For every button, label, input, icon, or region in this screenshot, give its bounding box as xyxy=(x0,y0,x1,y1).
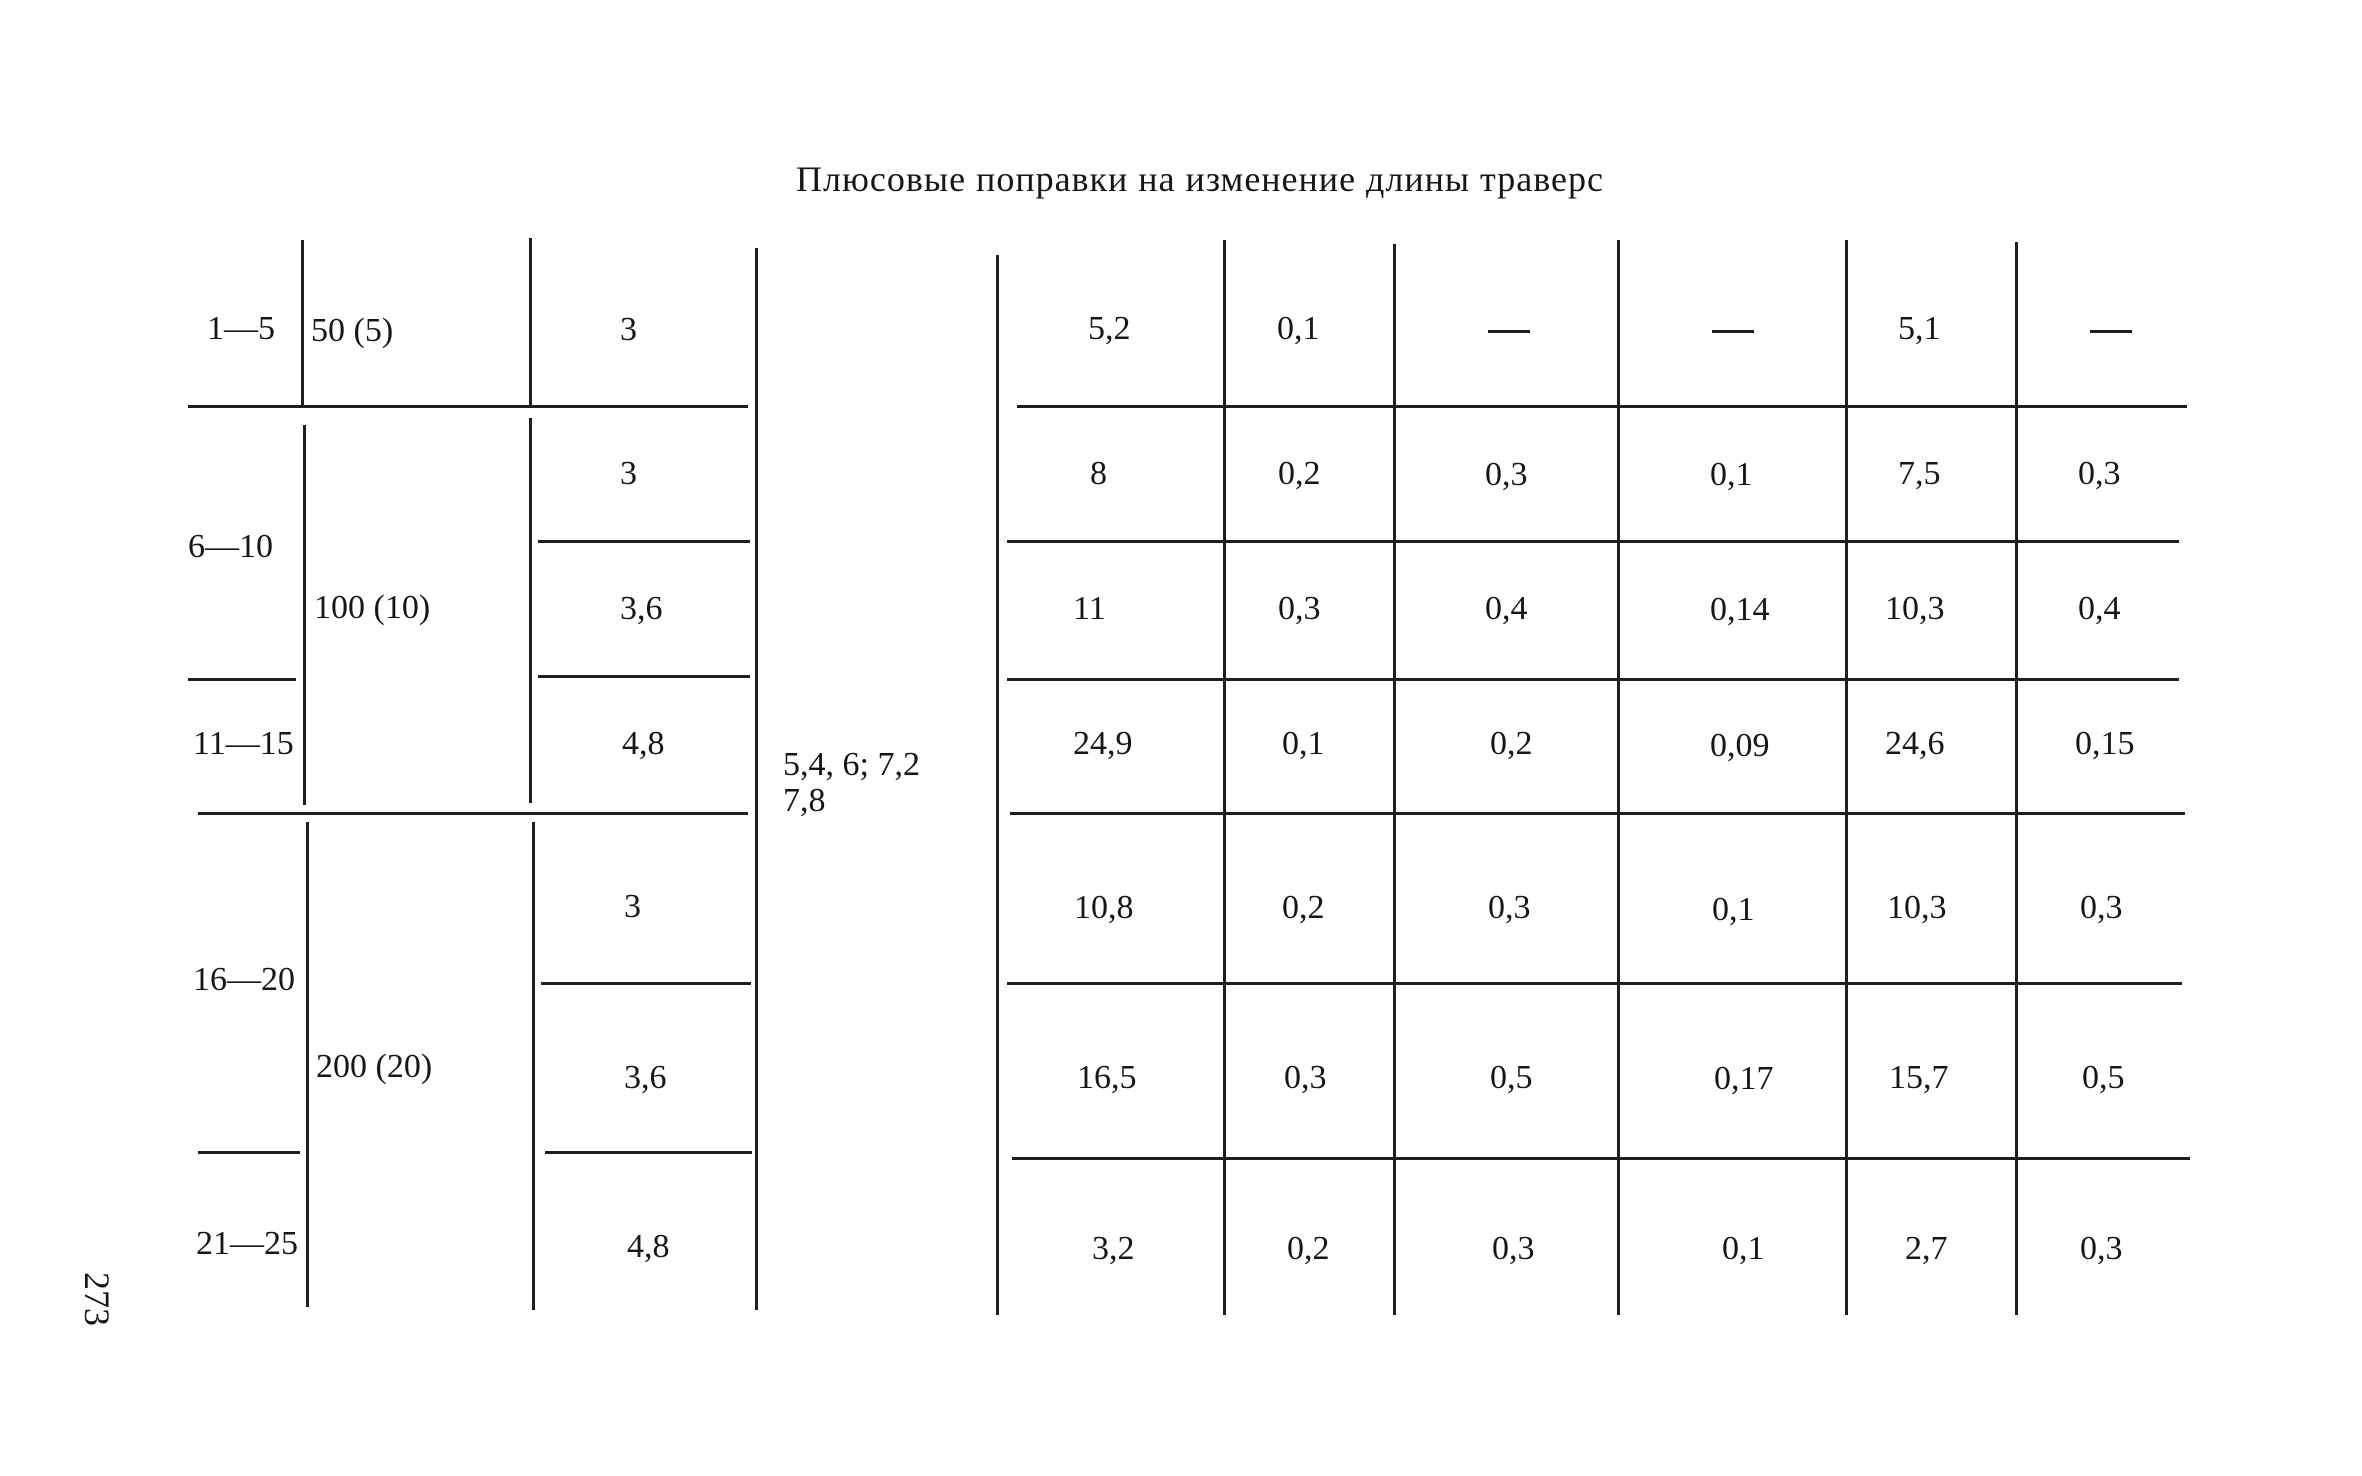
cell-r2-c2: 0,4 xyxy=(1485,590,1528,627)
rule-v-range xyxy=(303,425,306,805)
cell-r5-c0: 16,5 xyxy=(1077,1059,1137,1096)
rule-h xyxy=(188,405,748,408)
range-label: 21—25 xyxy=(196,1225,298,1262)
cell-r1-c0: 8 xyxy=(1090,455,1107,492)
distance-label: 50 (5) xyxy=(311,312,394,349)
rule-h xyxy=(541,982,751,985)
cell-r4-c2: 0,3 xyxy=(1488,889,1531,926)
row-third-value: 3 xyxy=(620,455,637,492)
rule-h xyxy=(198,1151,300,1154)
rule-v-distance xyxy=(532,822,535,1310)
rule-h xyxy=(1007,540,2179,543)
rule-h xyxy=(1017,405,2187,408)
cell-r0-c5 xyxy=(2090,312,2132,346)
rule-h xyxy=(1010,812,2185,815)
cell-r4-c5: 0,3 xyxy=(2080,889,2123,926)
cell-r0-c2 xyxy=(1488,312,1530,346)
cell-r5-c1: 0,3 xyxy=(1284,1059,1327,1096)
cell-r1-c3: 0,1 xyxy=(1710,456,1753,493)
cell-r6-c3: 0,1 xyxy=(1722,1230,1765,1267)
cell-r6-c5: 0,3 xyxy=(2080,1230,2123,1267)
range-label: 16—20 xyxy=(193,961,295,998)
cell-r3-c3: 0,09 xyxy=(1710,727,1770,764)
cell-r0-c0: 5,2 xyxy=(1088,310,1131,347)
rule-h xyxy=(545,1151,752,1154)
cell-r5-c4: 15,7 xyxy=(1889,1059,1949,1096)
cell-r2-c4: 10,3 xyxy=(1885,590,1945,627)
rule-h xyxy=(538,540,750,543)
cell-r0-c3 xyxy=(1712,312,1754,346)
row-third-value: 3,6 xyxy=(620,590,663,627)
page-title: Плюсовые поправки на изменение длины траверс xyxy=(796,159,1604,199)
cell-r3-c0: 24,9 xyxy=(1073,725,1133,762)
cell-r5-c3: 0,17 xyxy=(1714,1060,1774,1097)
cell-r3-c5: 0,15 xyxy=(2075,725,2135,762)
row-third-value: 4,8 xyxy=(622,725,665,762)
cell-r3-c1: 0,1 xyxy=(1282,725,1325,762)
cell-r0-c1: 0,1 xyxy=(1277,310,1320,347)
rule-v-range xyxy=(306,822,309,1307)
distance-label: 100 (10) xyxy=(314,589,431,626)
shared-value: 5,4, 6; 7,2 7,8 xyxy=(783,746,920,819)
cell-r4-c0: 10,8 xyxy=(1074,889,1134,926)
rule-v-col3 xyxy=(1617,240,1620,1315)
row-third-value: 3,6 xyxy=(624,1059,667,1096)
cell-r6-c1: 0,2 xyxy=(1287,1230,1330,1267)
rule-v-col5 xyxy=(2015,242,2018,1315)
rule-v-col4 xyxy=(1845,240,1848,1315)
cell-r0-c4: 5,1 xyxy=(1898,310,1941,347)
range-label: 1—5 xyxy=(207,310,275,347)
cell-r2-c0: 11 xyxy=(1073,590,1106,627)
cell-r2-c1: 0,3 xyxy=(1278,590,1321,627)
rule-h xyxy=(538,675,750,678)
rule-h xyxy=(1012,1157,2190,1160)
cell-r1-c1: 0,2 xyxy=(1278,455,1321,492)
distance-label: 200 (20) xyxy=(316,1048,433,1085)
cell-r6-c2: 0,3 xyxy=(1492,1230,1535,1267)
rule-v-col1 xyxy=(1223,240,1226,1315)
cell-r3-c2: 0,2 xyxy=(1490,725,1533,762)
rule-v-value xyxy=(996,255,999,1315)
range-label: 11—15 xyxy=(193,725,294,762)
cell-r1-c2: 0,3 xyxy=(1485,456,1528,493)
cell-r4-c3: 0,1 xyxy=(1712,891,1755,928)
cell-r2-c5: 0,4 xyxy=(2078,590,2121,627)
cell-r4-c4: 10,3 xyxy=(1887,889,1947,926)
row-third-value: 4,8 xyxy=(627,1228,670,1265)
range-label: 6—10 xyxy=(188,528,273,565)
cell-r4-c1: 0,2 xyxy=(1282,889,1325,926)
rule-h xyxy=(1007,678,2179,681)
cell-r6-c0: 3,2 xyxy=(1092,1230,1135,1267)
rule-h xyxy=(1007,982,2182,985)
cell-r1-c5: 0,3 xyxy=(2078,455,2121,492)
rule-v-distance xyxy=(529,418,532,803)
cell-r5-c2: 0,5 xyxy=(1490,1059,1533,1096)
rule-v-third xyxy=(755,248,758,1310)
page-number: 273 xyxy=(77,1272,117,1326)
rule-h xyxy=(198,812,748,815)
row-third-value: 3 xyxy=(620,311,637,348)
rule-h xyxy=(188,678,296,681)
rule-v-range xyxy=(301,240,304,405)
cell-r1-c4: 7,5 xyxy=(1898,455,1941,492)
cell-r5-c5: 0,5 xyxy=(2082,1059,2125,1096)
cell-r3-c4: 24,6 xyxy=(1885,725,1945,762)
cell-r2-c3: 0,14 xyxy=(1710,591,1770,628)
cell-r6-c4: 2,7 xyxy=(1905,1230,1948,1267)
rule-v-distance xyxy=(529,238,532,405)
row-third-value: 3 xyxy=(624,888,641,925)
